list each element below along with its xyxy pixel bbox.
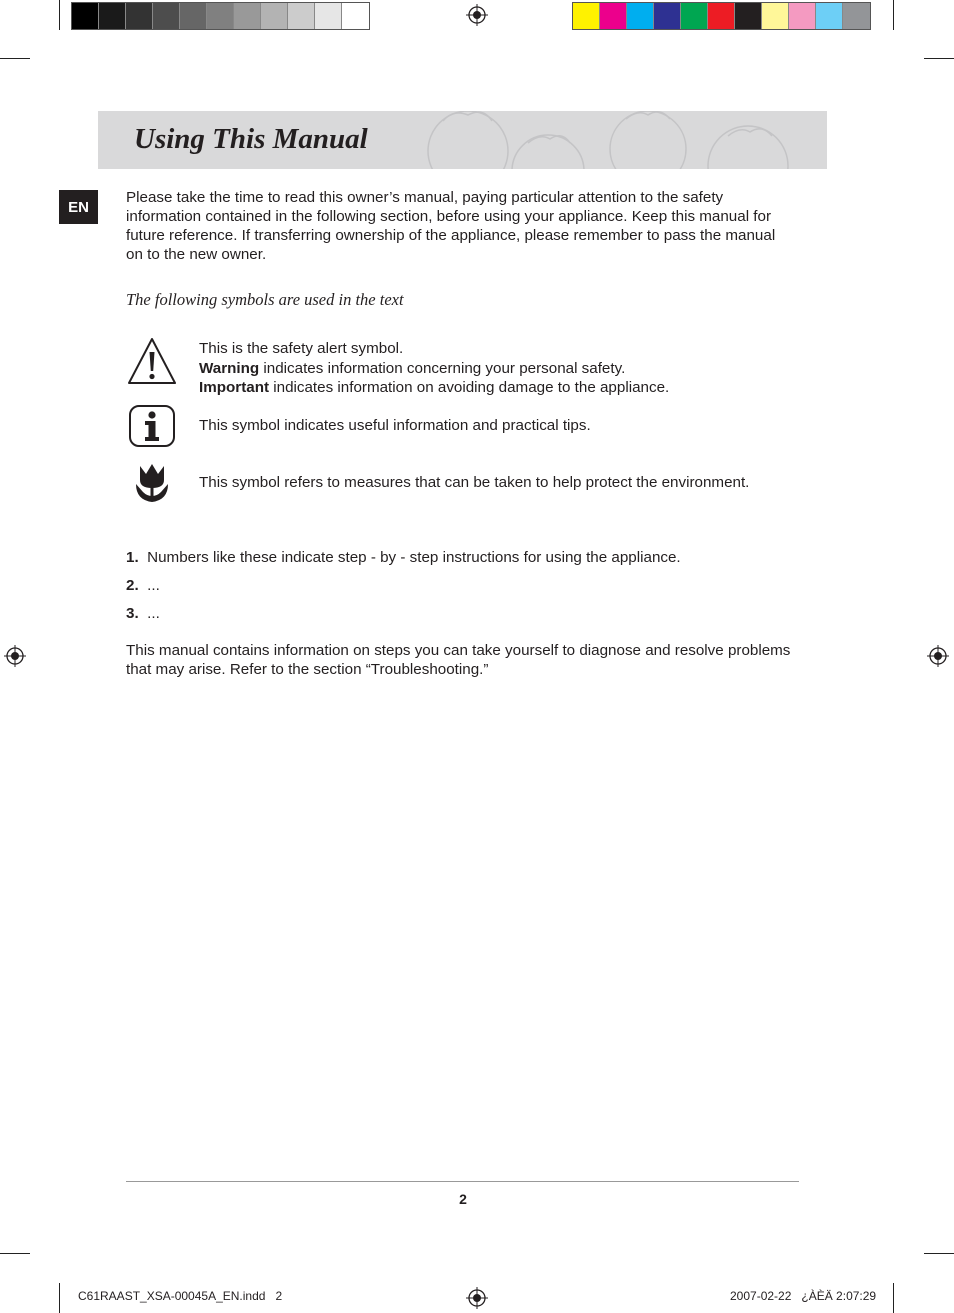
- list-item: [126, 577, 160, 594]
- safety-alert-line: This is the safety alert symbol.: [199, 340, 404, 357]
- crop-mark: [924, 1253, 954, 1254]
- crop-mark: [59, 0, 60, 30]
- important-label: Important: [199, 379, 270, 396]
- step-number: 3.: [126, 605, 139, 622]
- crop-mark: [59, 1283, 60, 1313]
- color-swatch: [315, 3, 342, 29]
- important-text: indicates information on avoiding damage to the appliance.: [269, 379, 670, 396]
- list-item: [126, 549, 681, 566]
- registration-mark-icon: [466, 1287, 488, 1309]
- color-swatch: [72, 3, 99, 29]
- color-swatch: [681, 3, 708, 29]
- color-swatch: [288, 3, 315, 29]
- footer-divider: [126, 1181, 799, 1182]
- closing-paragraph: This manual contains information on steps you can take yourself to diagnose and resolve problems that may arise. Refer to the section “Troubleshooting.”: [126, 642, 791, 678]
- color-bar: [572, 2, 871, 30]
- safety-alert-description: [199, 339, 799, 398]
- registration-mark-icon: [927, 645, 949, 667]
- important-line: [199, 378, 799, 398]
- step-number: 1.: [126, 549, 139, 566]
- color-swatch: [762, 3, 789, 29]
- crop-mark: [0, 58, 30, 59]
- color-swatch: [843, 3, 870, 29]
- color-swatch: [816, 3, 843, 29]
- warning-triangle-icon: [126, 336, 178, 386]
- info-description: This symbol indicates useful information and practical tips.: [199, 417, 591, 434]
- warning-label: Warning: [199, 359, 260, 377]
- color-swatch: [789, 3, 816, 29]
- info-icon: [128, 404, 176, 448]
- warning-text: indicates information concerning your personal safety.: [259, 359, 626, 377]
- symbols-heading: The following symbols are used in the text: [126, 290, 404, 309]
- color-swatch: [99, 3, 126, 29]
- color-swatch: [342, 3, 369, 29]
- registration-mark-icon: [4, 645, 26, 667]
- date-slug: 2007-02-22 ¿ÀÈÄ 2:07:29: [730, 1289, 877, 1303]
- crop-mark: [924, 58, 954, 59]
- list-item: [126, 605, 160, 622]
- step-text: Numbers like these indicate step - by - step instructions for using the appliance.: [147, 549, 681, 566]
- step-text: ...: [147, 577, 160, 594]
- color-swatch: [126, 3, 153, 29]
- warning-line: [199, 359, 799, 379]
- environment-description: This symbol refers to measures that can be taken to help protect the environment.: [199, 474, 750, 491]
- color-swatch: [234, 3, 261, 29]
- color-swatch: [573, 3, 600, 29]
- tomato-pattern-icon: [398, 111, 827, 169]
- crop-mark: [893, 0, 894, 30]
- language-tab: EN: [59, 190, 98, 224]
- color-swatch: [627, 3, 654, 29]
- tulip-icon: [132, 462, 172, 504]
- intro-paragraph: Please take the time to read this owner’s manual, paying particular attention to the safety information contained in the following section, before using your appliance. Keep this manual for future reference. If transferring ownership of the appliance, please remember to pass the manual on to the new owner.: [126, 189, 776, 263]
- color-swatch: [708, 3, 735, 29]
- color-swatch: [735, 3, 762, 29]
- title-band: [98, 111, 827, 169]
- color-swatch: [180, 3, 207, 29]
- color-swatch: [153, 3, 180, 29]
- registration-mark-icon: [466, 4, 488, 26]
- color-swatch: [261, 3, 288, 29]
- crop-mark: [893, 1283, 894, 1313]
- file-slug: C61RAAST_XSA-00045A_EN.indd 2: [78, 1289, 283, 1303]
- step-text: ...: [147, 605, 160, 622]
- page-title: Using This Manual: [134, 123, 368, 155]
- color-swatch: [207, 3, 234, 29]
- grayscale-bar: [71, 2, 370, 30]
- color-swatch: [600, 3, 627, 29]
- step-number: 2.: [126, 577, 139, 594]
- crop-mark: [0, 1253, 30, 1254]
- page-number: 2: [459, 1191, 467, 1207]
- color-swatch: [654, 3, 681, 29]
